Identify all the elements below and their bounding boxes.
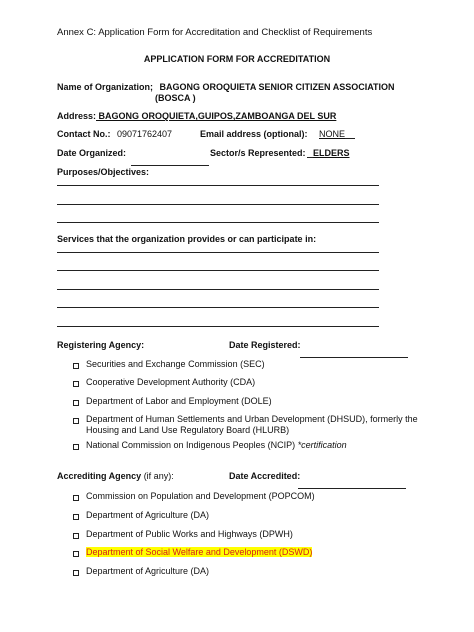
purposes-row: Purposes/Objectives: (57, 167, 150, 177)
accrediting-agency-label: Accrediting Agency (57, 471, 142, 481)
services-line-3[interactable] (57, 289, 379, 290)
checkbox-dswd[interactable] (73, 551, 79, 557)
option-dole: Department of Labor and Employment (DOLE) (86, 396, 272, 406)
sector-label: Sector/s Represented: (210, 148, 306, 158)
option-dswd-label: Department of Social Welfare and Development (DSWD) (86, 547, 313, 557)
services-row: Services that the organization provides or can participate in: (57, 234, 317, 244)
purposes-line-2[interactable] (57, 204, 379, 205)
option-ncip (86, 440, 347, 450)
services-line-5[interactable] (57, 326, 379, 327)
option-sec: Securities and Exchange Commission (SEC) (86, 359, 265, 369)
org-name-value[interactable]: BAGONG OROQUIETA SENIOR CITIZEN ASSOCIATION (159, 82, 395, 92)
checkbox-da-2[interactable] (73, 570, 79, 576)
option-dhsud: Department of Human Settlements and Urban Development (DHSUD), formerly the (86, 414, 418, 424)
checkbox-ncip[interactable] (73, 444, 79, 450)
date-accredited-label: Date Accredited: (229, 471, 301, 481)
date-registered-field[interactable] (300, 340, 408, 358)
email-value: NONE (319, 129, 346, 139)
option-da: Department of Agriculture (DA) (86, 510, 210, 520)
date-organized-field[interactable] (131, 148, 209, 166)
accrediting-agency-row (57, 471, 174, 481)
services-label: Services that the organization provides or can participate in (57, 234, 314, 244)
option-da-2: Department of Agriculture (DA) (86, 566, 210, 576)
registering-agency-label: Registering Agency: (57, 340, 145, 350)
org-name-value-cont: (BOSCA ) (155, 93, 196, 103)
accrediting-agency-suffix: (if any): (141, 471, 174, 481)
option-ncip-note: *certification (297, 440, 347, 450)
org-name-row (57, 82, 395, 92)
checkbox-dhsud[interactable] (73, 418, 79, 424)
email-field[interactable] (319, 129, 355, 139)
org-name-label: Name of Organization; (57, 82, 154, 92)
address-value[interactable]: BAGONG OROQUIETA,GUIPOS,ZAMBOANGA DEL SUR (96, 111, 337, 121)
option-ncip-label: National Commission on Indigenous Peoples (NCIP) (86, 440, 296, 450)
purposes-label: Purposes/Objectives (57, 167, 147, 177)
contact-label: Contact No.: (57, 129, 111, 139)
services-line-1[interactable] (57, 252, 379, 253)
checkbox-dole[interactable] (73, 400, 79, 406)
option-popcom: Commission on Population and Development (POPCOM) (86, 491, 315, 501)
option-dswd (86, 547, 312, 557)
contact-value[interactable]: 09071762407 (117, 129, 173, 139)
email-label: Email address (optional): (200, 129, 308, 139)
purposes-line-3[interactable] (57, 222, 379, 223)
address-row (57, 111, 336, 121)
purposes-line-1[interactable] (57, 185, 379, 186)
sector-field[interactable] (307, 148, 350, 158)
date-accredited-field[interactable] (298, 471, 406, 489)
option-dhsud-cont: Housing and Land Use Regulatory Board (HLURB) (86, 425, 290, 435)
checkbox-da[interactable] (73, 514, 79, 520)
date-organized-label: Date Organized: (57, 148, 127, 158)
checkbox-cda[interactable] (73, 381, 79, 387)
form-title: APPLICATION FORM FOR ACCREDITATION (143, 54, 331, 64)
date-registered-label: Date Registered: (229, 340, 301, 350)
option-cda: Cooperative Development Authority (CDA) (86, 377, 256, 387)
sector-value: ELDERS (313, 148, 350, 158)
annex-heading: Annex C: Application Form for Accreditation and Checklist of Requirements (57, 27, 373, 38)
checkbox-popcom[interactable] (73, 495, 79, 501)
option-dpwh: Department of Public Works and Highways (DPWH) (86, 529, 293, 539)
services-line-2[interactable] (57, 270, 379, 271)
checkbox-sec[interactable] (73, 363, 79, 369)
services-line-4[interactable] (57, 307, 379, 308)
checkbox-dpwh[interactable] (73, 533, 79, 539)
address-label: Address: (57, 111, 97, 121)
